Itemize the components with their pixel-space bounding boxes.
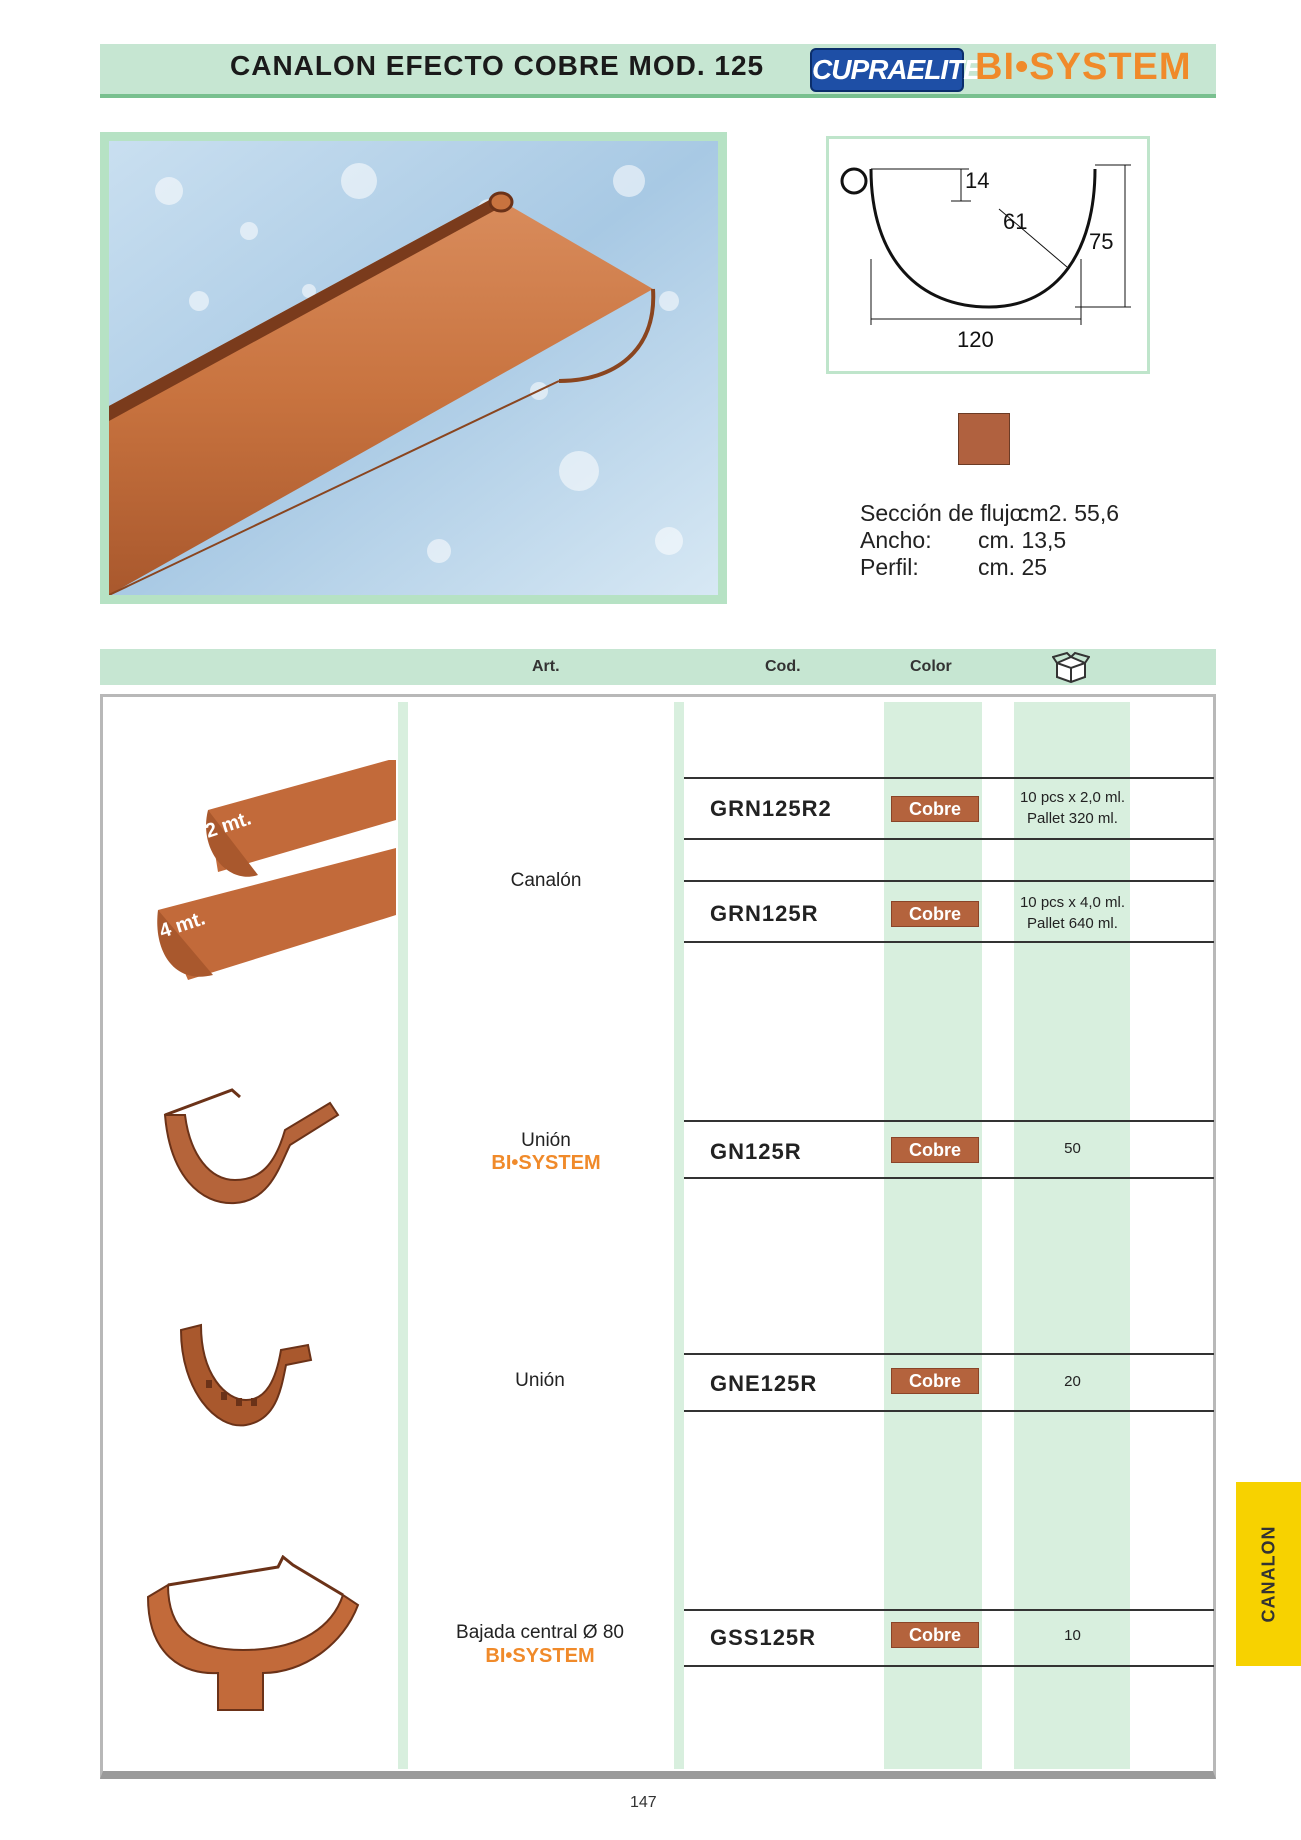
bisystem-logo: BI•SYSTEM bbox=[485, 1645, 595, 1667]
product-code: GRN125R2 bbox=[710, 796, 832, 821]
pack-info: 20 bbox=[1064, 1373, 1081, 1390]
gutter-photo bbox=[109, 141, 718, 595]
color-badge: Cobre bbox=[891, 1368, 979, 1394]
row-divider bbox=[684, 838, 1214, 840]
union-image bbox=[176, 1320, 316, 1437]
union-bisystem-image bbox=[160, 1085, 340, 1220]
spec-width-value: cm. 13,5 bbox=[978, 527, 1067, 553]
spec-flow-label: Sección de flujo: bbox=[860, 500, 1029, 526]
pack-info bbox=[1015, 892, 1130, 934]
pack-line: 10 pcs x 4,0 ml. bbox=[1019, 894, 1126, 911]
four-meter-label: 4 mt. bbox=[156, 907, 208, 943]
color-badge: Cobre bbox=[891, 901, 979, 927]
row-divider bbox=[684, 1609, 1214, 1611]
spec-width-label: Ancho: bbox=[860, 527, 932, 553]
product-code: GRN125R bbox=[710, 901, 819, 926]
section-tab-text: CANALON bbox=[1258, 1525, 1278, 1623]
product-code: GSS125R bbox=[710, 1625, 817, 1650]
color-badge: Cobre bbox=[891, 1622, 979, 1648]
color-badge: Cobre bbox=[891, 796, 979, 822]
column-divider bbox=[674, 702, 684, 1769]
product-code: GNE125R bbox=[710, 1371, 818, 1396]
bisystem-logo: BI•SYSTEM bbox=[491, 1152, 601, 1174]
row-divider bbox=[684, 1353, 1214, 1355]
dim-120: 120 bbox=[957, 327, 994, 352]
row-divider bbox=[684, 777, 1214, 779]
cupraelite-logo: CUPRAELITE bbox=[810, 48, 964, 92]
copper-color-swatch bbox=[958, 413, 1010, 465]
page-number: 147 bbox=[630, 1794, 657, 1811]
spec-profile-value: cm. 25 bbox=[978, 554, 1048, 580]
dim-75: 75 bbox=[1089, 229, 1114, 254]
section-tab-label bbox=[1236, 1482, 1301, 1666]
column-divider bbox=[398, 702, 408, 1769]
col-header-art: Art. bbox=[532, 658, 560, 675]
profile-diagram bbox=[829, 139, 1147, 371]
row-divider bbox=[684, 880, 1214, 882]
col-header-cod: Cod. bbox=[765, 658, 801, 675]
row-divider bbox=[684, 1410, 1214, 1412]
row-divider bbox=[684, 1665, 1214, 1667]
two-meter-label: 2 mt. bbox=[202, 807, 254, 843]
article-union: Unión bbox=[515, 1370, 565, 1391]
dim-61: 61 bbox=[1003, 209, 1028, 234]
bisystem-logo: BI•SYSTEM bbox=[975, 46, 1192, 88]
row-divider bbox=[684, 941, 1214, 943]
bead-circle bbox=[842, 169, 866, 193]
col-header-color: Color bbox=[910, 658, 952, 675]
pack-line: Pallet 320 ml. bbox=[1027, 810, 1118, 827]
table-header bbox=[100, 649, 1216, 685]
dim-14: 14 bbox=[965, 168, 990, 193]
gutter-lengths-image bbox=[148, 760, 398, 995]
pack-line: Pallet 640 ml. bbox=[1027, 915, 1118, 932]
pack-info bbox=[1015, 787, 1130, 829]
downpipe-outlet-image bbox=[143, 1555, 363, 1720]
article-canalon: Canalón bbox=[510, 870, 582, 891]
row-divider bbox=[684, 1177, 1214, 1179]
pack-info: 50 bbox=[1064, 1140, 1081, 1157]
pack-line: 10 pcs x 2,0 ml. bbox=[1019, 789, 1126, 806]
pack-info: 10 bbox=[1064, 1627, 1081, 1644]
spec-profile-label: Perfil: bbox=[860, 554, 919, 580]
color-badge: Cobre bbox=[891, 1137, 979, 1163]
box-icon bbox=[1052, 651, 1090, 688]
page-title: CANALON EFECTO COBRE MOD. 125 bbox=[230, 50, 765, 81]
article-bajada-central: Bajada central Ø 80 bbox=[456, 1622, 624, 1643]
spec-flow-value: cm2. 55,6 bbox=[1018, 500, 1119, 526]
article-union-bisystem: Unión bbox=[521, 1130, 571, 1151]
product-code: GN125R bbox=[710, 1139, 802, 1164]
row-divider bbox=[684, 1120, 1214, 1122]
